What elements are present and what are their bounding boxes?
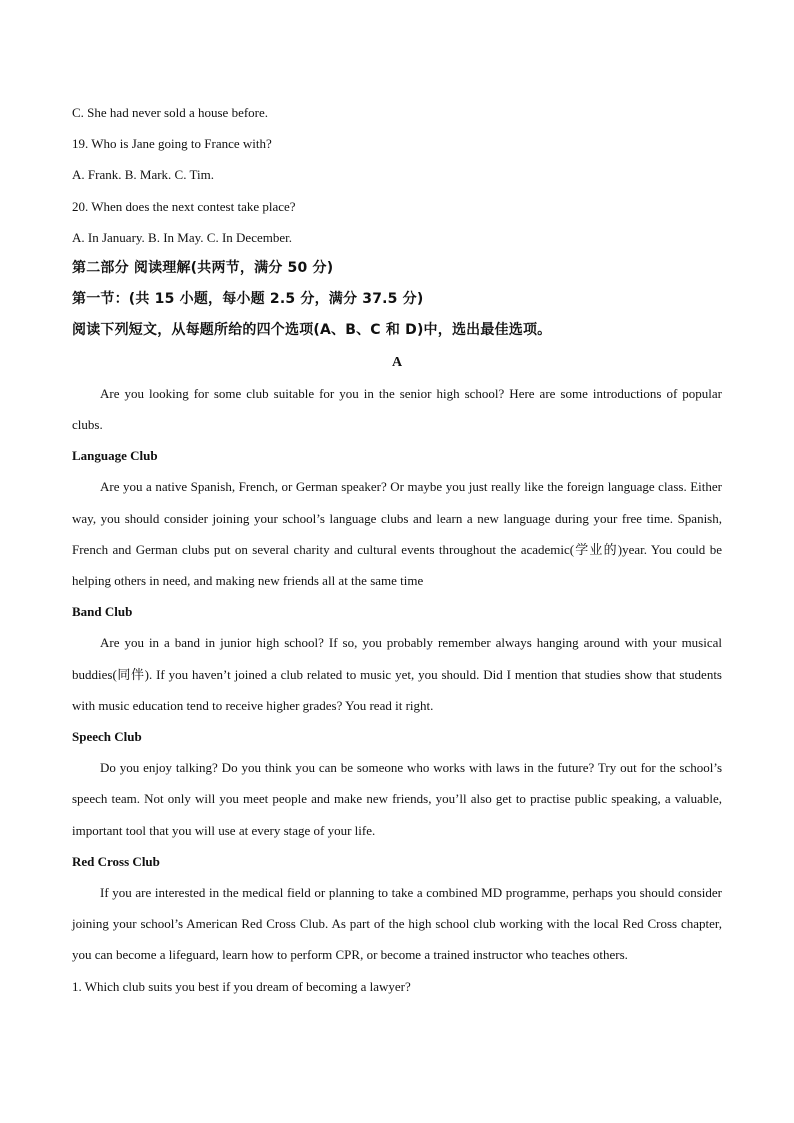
document-page [72,97,722,1002]
question-1: 1. Which club suits you best if you dream of becoming a lawyer? [72,978,411,994]
passage-intro: Are you looking for some club suitable for you in the senior high school? Here are some introductions of popular clubs. [72,385,722,433]
question-19-options: A. Frank. B. Mark. C. Tim. [72,167,214,183]
part-two-heading: 第二部分 阅读理解(共两节，满分 50 分) [72,260,334,277]
club-title-language: Language Club [72,448,158,464]
club-text-red-cross: If you are interested in the medical field or planning to take a combined MD programme, perhaps you should consider joining your school’s American Red Cross Club. As part of the high school club working with the local Red Cross chapter, you can become a lifeguard, learn how to perform CPR, or become a trained instructor who teaches others. [72,885,722,963]
option-c-line: C. She had never sold a house before. [72,105,269,120]
question-20: 20. When does the next contest take place? [72,198,296,214]
passage-label: A [391,354,403,370]
club-text-language: Are you a native Spanish, French, or German speaker? Or maybe you just really like the foreign language class. Either way, you should consider joining your school’s language clubs and learn a new language during your free time. Spanish, French and German clubs put on several charity and cultural events throughout the academic(学业的)year. You could be helping others in need, and making new friends all at the same time [72,479,722,589]
question-19: 19. Who is Jane going to France with? [72,136,272,152]
club-text-speech: Do you enjoy talking? Do you think you can be someone who works with laws in the future? Try out for the school’s speech team. Not only will you meet people and make new friends, you’ll also get to practise public speaking, a valuable, important tool that you will use at every stage of your life. [72,760,722,838]
club-text-band: Are you in a band in junior high school? If so, you probably remember always hanging around with your musical buddies(同伴). If you haven’t joined a club related to music yet, you should. Did I mention that studies show that students with music education tend to receive higher grades? You read it right. [72,635,722,713]
question-20-options: A. In January. B. In May. C. In December. [72,229,292,245]
club-title-band: Band Club [72,604,133,620]
instructions-heading: 阅读下列短文，从每题所给的四个选项(A、B、C 和 D)中，选出最佳选项。 [72,322,552,339]
club-title-red-cross: Red Cross Club [72,853,160,869]
section-one-heading: 第一节：(共 15 小题，每小题 2.5 分，满分 37.5 分) [72,291,424,308]
club-title-speech: Speech Club [72,729,142,745]
